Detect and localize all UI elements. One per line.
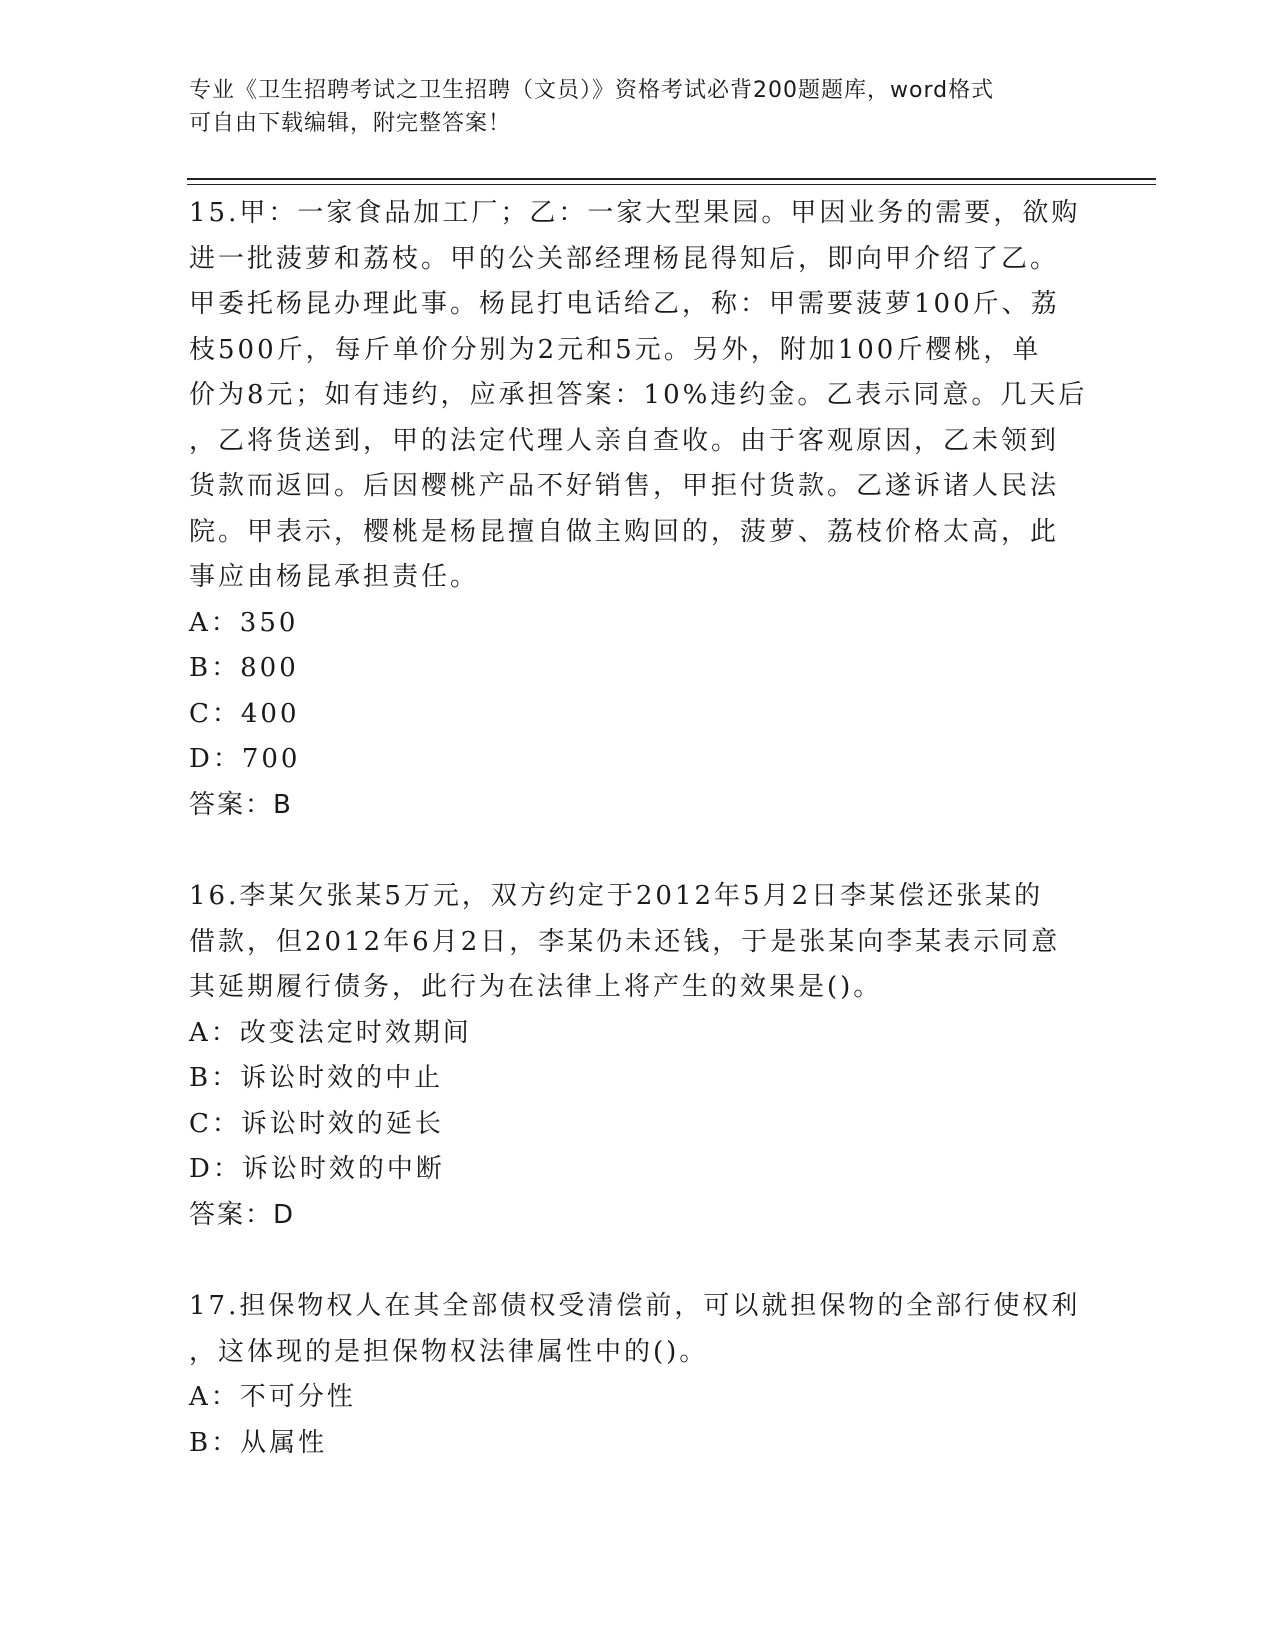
question-spacer <box>189 1238 1089 1284</box>
option-a: A：不可分性 <box>189 1382 356 1412</box>
question-list <box>189 191 1089 1466</box>
question-text-line: ，这体现的是担保物权法律属性中的()。 <box>189 1336 709 1367</box>
question-text-line: 其延期履行债务，此行为在法律上将产生的效果是()。 <box>189 972 883 1002</box>
question-15 <box>189 191 1089 828</box>
question-text-line: 进一批菠萝和荔枝。甲的公关部经理杨昆得知后，即向甲介绍了乙。 <box>189 243 1060 274</box>
document-header <box>189 74 1089 140</box>
question-text-line: 价为8元；如有违约，应承担答案：10%违约金。乙表示同意。几天后 <box>189 380 1088 410</box>
question-text-line: 16.李某欠张某5万元，双方约定于2012年5月2日李某偿还张某的 <box>189 881 1044 911</box>
answer-text: 答案：D <box>189 1199 296 1230</box>
option-b: B：800 <box>189 653 299 683</box>
option-a: A：350 <box>189 607 299 638</box>
question-text-line: ，乙将货送到，甲的法定代理人亲自查收。由于客观原因，乙未领到 <box>189 425 1060 456</box>
question-text-line: 枝500斤，每斤单价分别为2元和5元。另外，附加100斤樱桃，单 <box>189 334 1042 365</box>
question-text-line: 事应由杨昆承担责任。 <box>189 562 480 592</box>
option-a: A：改变法定时效期间 <box>189 1017 472 1048</box>
question-17 <box>189 1284 1089 1466</box>
question-text-line: 17.担保物权人在其全部债权受清偿前，可以就担保物的全部行使权利 <box>189 1291 1081 1321</box>
answer-text: 答案：B <box>189 789 293 820</box>
option-b: B：诉讼时效的中止 <box>189 1063 444 1093</box>
question-16 <box>189 874 1089 1238</box>
option-b: B：从属性 <box>189 1427 328 1458</box>
header-divider-thick <box>187 178 1156 180</box>
question-spacer <box>189 828 1089 874</box>
question-text-line: 货款而返回。后因樱桃产品不好销售，甲拒付货款。乙遂诉诸人民法 <box>189 471 1060 501</box>
question-text-line: 甲委托杨昆办理此事。杨昆打电话给乙，称：甲需要菠萝100斤、荔 <box>189 289 1060 319</box>
header-divider-thin <box>187 184 1156 185</box>
question-text-line: 院。甲表示，樱桃是杨昆擅自做主购回的，菠萝、荔枝价格太高，此 <box>189 516 1060 547</box>
option-d: D：诉讼时效的中断 <box>189 1154 445 1184</box>
option-d: D：700 <box>189 744 301 774</box>
option-c: C：诉讼时效的延长 <box>189 1108 444 1139</box>
header-line-1: 专业《卫生招聘考试之卫生招聘（文员）》资格考试必背200题题库，word格式 <box>189 78 995 103</box>
question-text-line: 15.甲：一家食品加工厂；乙：一家大型果园。甲因业务的需要，欲购 <box>189 198 1081 228</box>
header-line-2: 可自由下载编辑，附完整答案！ <box>189 111 512 136</box>
option-c: C：400 <box>189 698 300 729</box>
question-text-line: 借款，但2012年6月2日，李某仍未还钱，于是张某向李某表示同意 <box>189 926 1061 957</box>
